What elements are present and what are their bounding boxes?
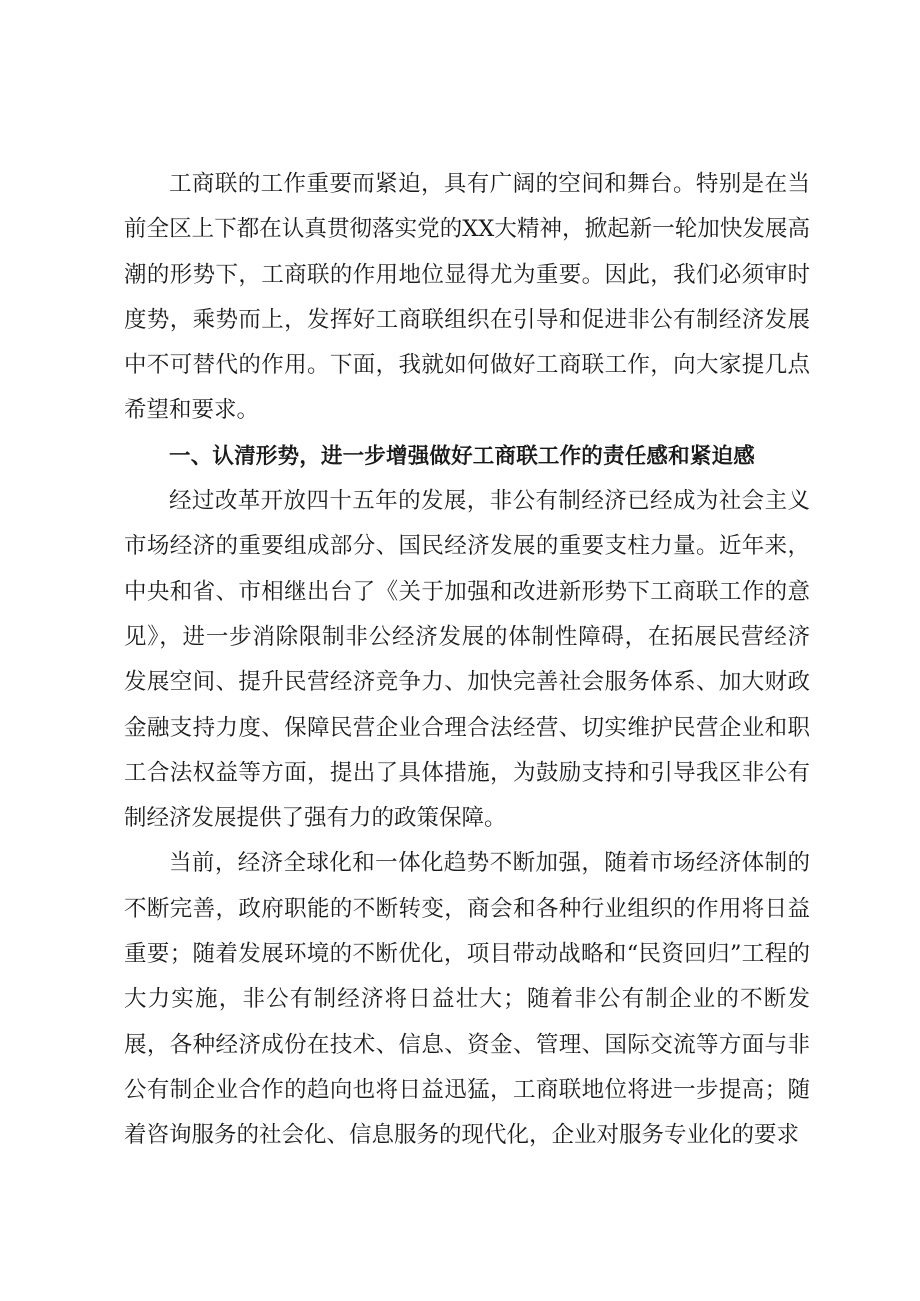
trends-paragraph: 当前，经济全球化和一体化趋势不断加强，随着市场经济体制的不断完善，政府职能的不断转变，商会和各种行业组织的作用将日益重要；随着发展环境的不断优化，项目带动战略和“民资回归”工程的大力实施，非公有制经济将日益壮大；随着非公有制企业的不断发展，各种经济成份在技术、信息、资金、管理、国际交流等方面与非公有制企业合作的趋向也将日益迅猛，工商联地位将进一步提高；随着咨询服务的社会化、信息服务的现代化，企业对服务专业化的要求 <box>124 850 810 1149</box>
section-heading: 一、认清形势，进一步增强做好工商联工作的责任感和紧迫感 <box>169 443 755 469</box>
document-page <box>124 162 810 1159</box>
policy-paragraph: 经过改革开放四十五年的发展，非公有制经济已经成为社会主义市场经济的重要组成部分、国民经济发展的重要支柱力量。近年来，中央和省、市相继出台了《关于加强和改进新形势下工商联工作的意见》，进一步消除限制非公经济发展的体制性障碍，在拓展民营经济发展空间、提升民营经济竞争力、加快完善社会服务体系、加大财政金融支持力度、保障民营企业合理合法经营、切实维护民营企业和职工合法权益等方面，提出了具体措施，为鼓励支持和引导我区非公有制经济发展提供了强有力的政策保障。 <box>124 488 810 832</box>
intro-paragraph: 工商联的工作重要而紧迫，具有广阔的空间和舞台。特别是在当前全区上下都在认真贯彻落实党的XX大精神，掀起新一轮加快发展高潮的形势下，工商联的作用地位显得尤为重要。因此，我们必须审时度势，乘势而上，发挥好工商联组织在引导和促进非公有制经济发展中不可替代的作用。下面，我就如何做好工商联工作，向大家提几点希望和要求。 <box>124 171 810 424</box>
